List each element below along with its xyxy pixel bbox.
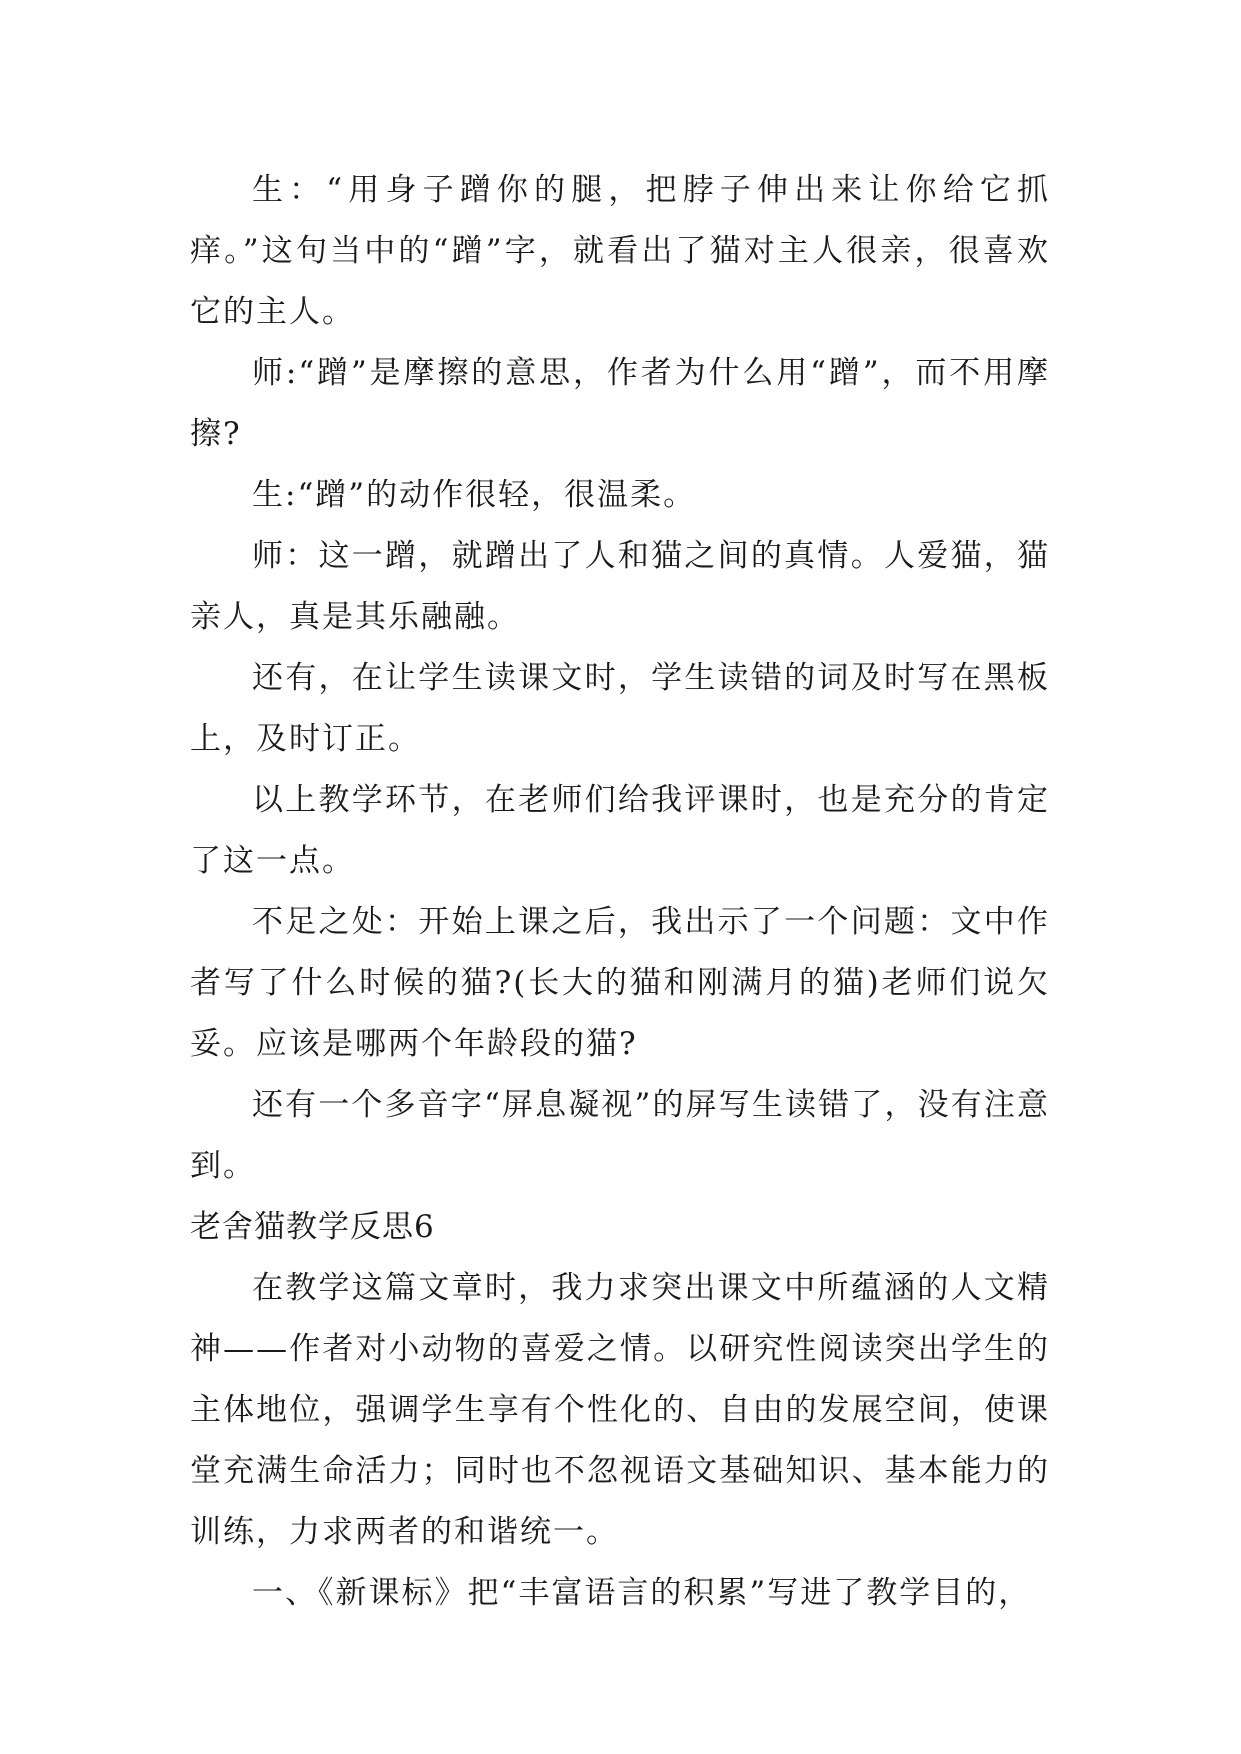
paragraph: 师:“蹭”是摩擦的意思，作者为什么用“蹭”，而不用摩擦? bbox=[190, 355, 1050, 452]
paragraph: 不足之处：开始上课之后，我出示了一个问题：文中作者写了什么时候的猫?(长大的猫和刚满月的猫)老师们说欠妥。应该是哪两个年龄段的猫? bbox=[190, 904, 1050, 1062]
paragraph: 生：“用身子蹭你的腿，把脖子伸出来让你给它抓痒。”这句当中的“蹭”字，就看出了猫对主人很亲，很喜欢它的主人。 bbox=[190, 172, 1050, 330]
paragraph: 生:“蹭”的动作很轻，很温柔。 bbox=[252, 477, 697, 513]
paragraph: 一、《新课标》把“丰富语言的积累”写进了教学目的， bbox=[252, 1575, 1032, 1611]
paragraph: 师：这一蹭，就蹭出了人和猫之间的真情。人爱猫，猫亲人，真是其乐融融。 bbox=[190, 538, 1050, 635]
paragraph: 以上教学环节，在老师们给我评课时，也是充分的肯定了这一点。 bbox=[190, 782, 1050, 879]
paragraph: 还有一个多音字“屏息凝视”的屏写生读错了，没有注意到。 bbox=[190, 1087, 1050, 1184]
paragraph: 在教学这篇文章时，我力求突出课文中所蕴涵的人文精神——作者对小动物的喜爱之情。以研究性阅读突出学生的主体地位，强调学生享有个性化的、自由的发展空间，使课堂充满生命活力；同时也不忽视语文基础知识、基本能力的训练，力求两者的和谐统一。 bbox=[190, 1270, 1050, 1550]
section-heading: 老舍猫教学反思6 bbox=[190, 1209, 435, 1245]
document-body bbox=[190, 160, 1050, 1624]
paragraph: 还有，在让学生读课文时，学生读错的词及时写在黑板上，及时订正。 bbox=[190, 660, 1050, 757]
